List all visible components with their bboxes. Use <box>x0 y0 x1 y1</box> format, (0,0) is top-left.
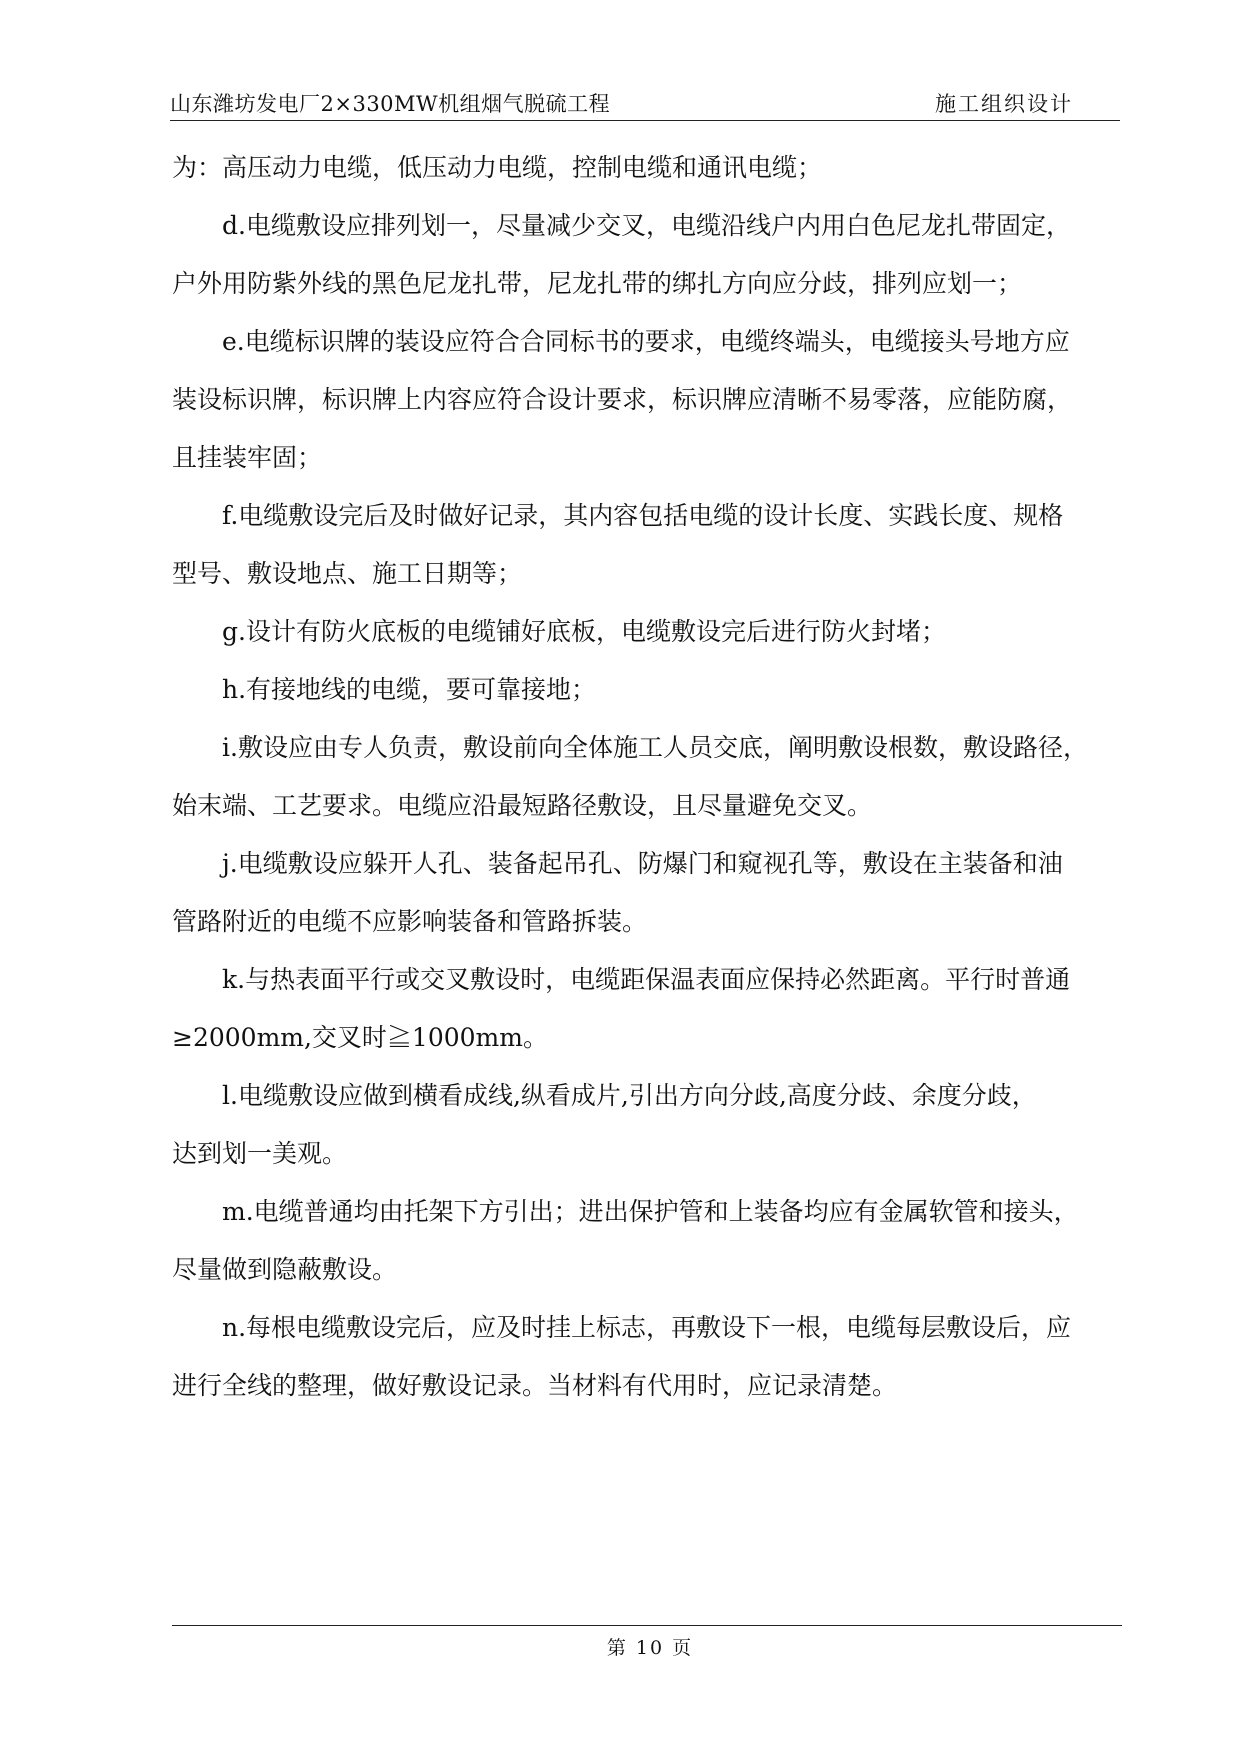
header-document-type: 施工组织设计 <box>935 92 1073 116</box>
text-line: ≥2000mm,交叉时≧1000mm。 <box>172 1023 548 1052</box>
page-number: 第 10 页 <box>606 1637 694 1659</box>
text-line: d.电缆敷设应排列划一，尽量减少交叉，电缆沿线户内用白色尼龙扎带固定， <box>172 211 1071 240</box>
text-line: 管路附近的电缆不应影响装备和管路拆装。 <box>172 907 648 936</box>
text-line: 户外用防紫外线的黑色尼龙扎带，尼龙扎带的绑扎方向应分歧，排列应划一； <box>172 269 1023 298</box>
text-line: 尽量做到隐蔽敷设。 <box>172 1255 398 1284</box>
text-line: 为：高压动力电缆，低压动力电缆，控制电缆和通讯电缆； <box>172 153 823 182</box>
text-line: 且挂装牢固； <box>172 443 323 472</box>
text-line: f.电缆敷设完后及时做好记录，其内容包括电缆的设计长度、实践长度、规格 <box>172 501 1064 530</box>
text-line: n.每根电缆敷设完后，应及时挂上标志，再敷设下一根，电缆每层敷设后，应 <box>172 1313 1072 1342</box>
header-divider <box>170 120 1120 121</box>
text-line: h.有接地线的电缆，要可靠接地； <box>172 675 597 704</box>
text-line: e.电缆标识牌的装设应符合合同标书的要求，电缆终端头，电缆接头号地方应 <box>172 327 1070 356</box>
text-line: 进行全线的整理，做好敷设记录。当材料有代用时，应记录清楚。 <box>172 1371 898 1400</box>
text-line: 达到划一美观。 <box>172 1139 348 1168</box>
text-line: j.电缆敷设应躲开人孔、装备起吊孔、防爆门和窥视孔等，敷设在主装备和油 <box>172 849 1063 878</box>
footer-divider <box>172 1625 1122 1626</box>
text-line: k.与热表面平行或交叉敷设时，电缆距保温表面应保持必然距离。平行时普通 <box>172 965 1071 994</box>
page-header <box>170 88 1120 122</box>
text-line: 始末端、工艺要求。电缆应沿最短路径敷设，且尽量避免交叉。 <box>172 791 873 820</box>
text-line: g.设计有防火底板的电缆铺好底板，电缆敷设完后进行防火封堵； <box>172 617 946 646</box>
text-line: m.电缆普通均由托架下方引出；进出保护管和上装备均应有金属软管和接头， <box>172 1197 1079 1226</box>
text-line: l.电缆敷设应做到横看成线,纵看成片,引出方向分歧,高度分歧、余度分歧， <box>172 1081 1037 1110</box>
header-project-title: 山东潍坊发电厂2×330MW机组烟气脱硫工程 <box>170 92 611 116</box>
text-line: i.敷设应由专人负责，敷设前向全体施工人员交底，阐明敷设根数，敷设路径， <box>172 733 1088 762</box>
text-line: 型号、敷设地点、施工日期等； <box>172 559 523 588</box>
text-line: 装设标识牌，标识牌上内容应符合设计要求，标识牌应清晰不易零落，应能防腐， <box>172 385 1073 414</box>
